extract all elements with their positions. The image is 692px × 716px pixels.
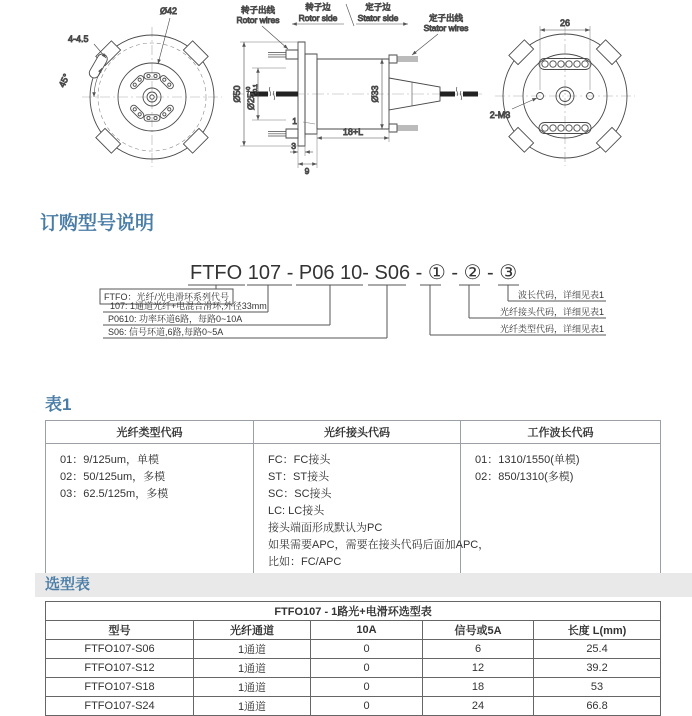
connector-sc: SC：SC接头 [268, 488, 332, 500]
table-row [46, 697, 661, 716]
table1-body-row [46, 444, 661, 580]
ordering-code-diagram [0, 255, 692, 360]
side-view-drawing [232, 2, 482, 176]
col-header-signal-5a: 信号或5A [423, 621, 534, 640]
code-label-connector: 光纤接头代码，详细见表1 [499, 307, 604, 317]
fiber-channel-cell: 1通道 [194, 640, 311, 659]
col-header-10a: 10A [311, 621, 423, 640]
signal-5a-cell: 12 [423, 659, 534, 678]
dim-d25: Ø25 [246, 92, 256, 110]
table1-header-connector: 光纤接头代码 [254, 421, 461, 444]
front-view-drawing [57, 6, 222, 167]
rear-view-drawing [490, 18, 635, 166]
fiber-type-02: 02：50/125um，多模 [60, 471, 166, 483]
length-cell: 39.2 [534, 659, 661, 678]
fiber-type-01: 01：9/125um，单模 [60, 454, 160, 466]
stator-side-label-en: Stator side [357, 13, 399, 23]
connector-lc: LC: LC接头 [268, 505, 325, 517]
connector-fc: FC：FC接头 [268, 454, 331, 466]
connector-note-pc: 接头端面形成默认为PC [268, 522, 383, 534]
dim-9: 9 [304, 166, 310, 176]
power-10a-cell: 0 [311, 659, 423, 678]
code-label-wavelength: 波长代码，详细见表1 [517, 290, 604, 300]
model-cell: FTFO107-S12 [46, 659, 194, 678]
code-label-107: 107: 1通道光纤+电混合滑环,外径33mm [110, 301, 267, 311]
code-label-fiber-type: 光纤类型代码，详细见表1 [499, 324, 604, 334]
table1-fiber-types-cell [46, 444, 254, 580]
selection-table-title: FTFO107 - 1路光+电滑环选型表 [46, 602, 661, 621]
stator-wires-label-en: Stator wires [423, 23, 469, 33]
connector-note-example: 比如：FC/APC [268, 556, 342, 568]
dim-d33: Ø33 [370, 85, 380, 103]
dim-length: 18+L [342, 127, 364, 137]
connector-note-apc: 如果需要APC，需要在接头代码后面加APC， [268, 539, 490, 551]
fiber-channel-cell: 1通道 [194, 697, 311, 716]
table1-header-wavelength: 工作波长代码 [461, 421, 661, 444]
stator-side-label-cn: 定子边 [365, 2, 391, 12]
selection-header-row [46, 621, 661, 640]
dim-3: 3 [291, 141, 296, 151]
signal-5a-cell: 18 [423, 678, 534, 697]
signal-5a-cell: 24 [423, 697, 534, 716]
table1 [45, 420, 661, 580]
table1-header-row [46, 421, 661, 444]
dim-mount-holes: 4-4.5 [68, 34, 89, 44]
col-header-length: 长度 L(mm) [534, 621, 661, 640]
model-cell: FTFO107-S24 [46, 697, 194, 716]
signal-5a-cell: 6 [423, 640, 534, 659]
table-row [46, 678, 661, 697]
model-cell: FTFO107-S18 [46, 678, 194, 697]
length-cell: 25.4 [534, 640, 661, 659]
dim-d25-tol-dn: -0.1 [253, 84, 259, 94]
ordering-heading: 订购型号说明 [40, 213, 155, 234]
wavelength-01: 01：1310/1550(单模) [475, 454, 580, 466]
table1-header-fiber-type: 光纤类型代码 [46, 421, 254, 444]
wavelength-02: 02：850/1310(多模) [475, 471, 574, 483]
col-header-fiber-channel: 光纤通道 [194, 621, 311, 640]
power-10a-cell: 0 [311, 678, 423, 697]
dim-1: 1 [292, 116, 297, 126]
model-cell: FTFO107-S06 [46, 640, 194, 659]
fiber-channel-cell: 1通道 [194, 678, 311, 697]
dim-d42: Ø42 [160, 6, 178, 16]
rotor-wires-label-en: Rotor wires [236, 15, 280, 25]
selection-heading-bar [35, 573, 692, 597]
svg-text:Ø25+0-0.1 [246, 84, 259, 110]
model-number: FTFO 107 - P06 10- S06 - ① - ② - ③ [190, 262, 518, 284]
dim-2m3: 2-M3 [489, 110, 511, 120]
technical-drawings [0, 0, 692, 205]
table-row [46, 640, 661, 659]
rotor-wires-label-cn: 转子出线 [240, 5, 276, 15]
dim-angle-45: 45° [56, 72, 72, 89]
rotor-side-label-en: Rotor side [298, 13, 338, 23]
table1-connectors-cell [254, 444, 490, 580]
stator-wires-label-cn: 定子出线 [428, 13, 464, 23]
code-label-series: FTFO：光纤/光电滑环系列代号 [104, 292, 229, 302]
power-10a-cell: 0 [311, 640, 423, 659]
power-10a-cell: 0 [311, 697, 423, 716]
table1-wavelengths-cell [461, 444, 661, 580]
selection-table [45, 601, 661, 716]
rotor-side-label-cn: 转子边 [305, 2, 331, 12]
connector-st: ST：ST接头 [268, 471, 330, 483]
length-cell: 66.8 [534, 697, 661, 716]
code-label-p0610: P0610: 功率环道6路，每路0~10A [108, 314, 243, 324]
dim-d25-tol-up: +0 [246, 86, 252, 93]
dim-d50: Ø50 [232, 85, 242, 103]
fiber-type-03: 03：62.5/125m，多模 [60, 488, 169, 500]
fiber-channel-cell: 1通道 [194, 659, 311, 678]
col-header-model: 型号 [46, 621, 194, 640]
length-cell: 53 [534, 678, 661, 697]
selection-heading: 选型表 [45, 576, 91, 593]
selection-title-row [46, 602, 661, 621]
table-row [46, 659, 661, 678]
code-label-s06: S06: 信号环道,6路,每路0~5A [108, 327, 224, 337]
table1-heading: 表1 [45, 395, 72, 414]
dim-26: 26 [559, 18, 571, 28]
